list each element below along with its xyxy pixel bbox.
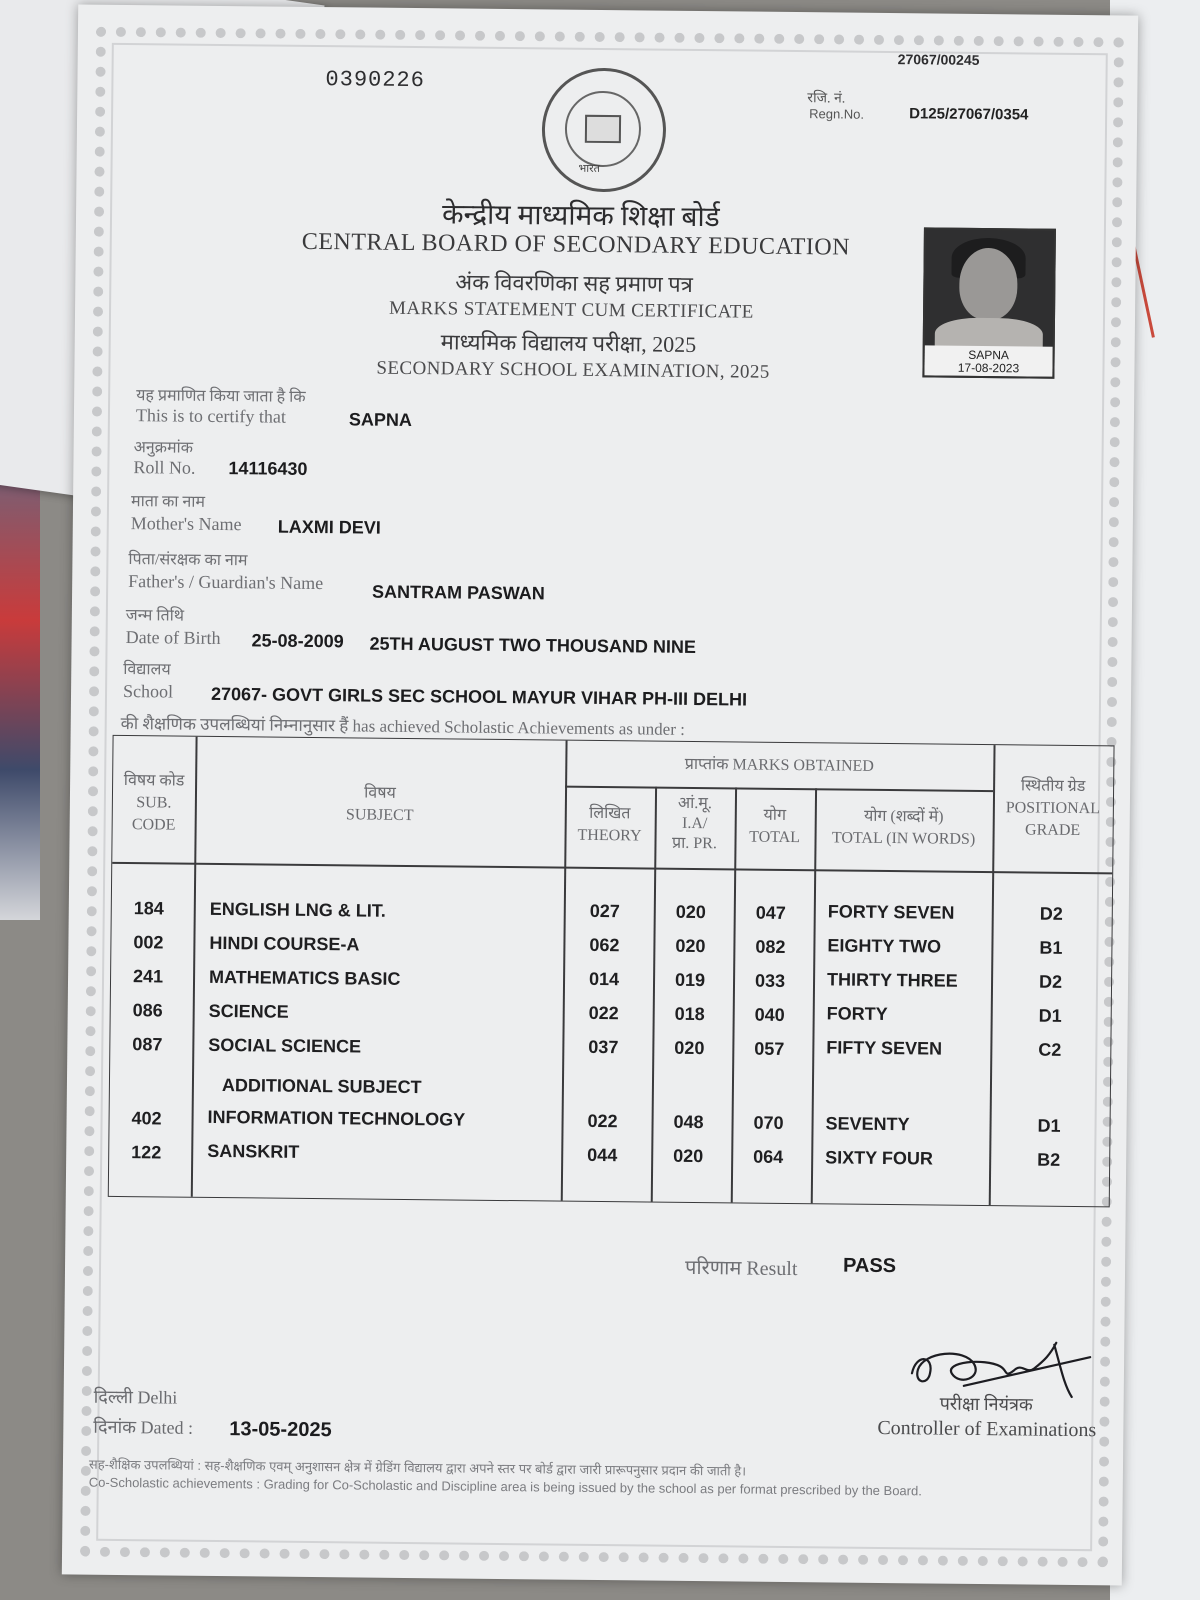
- theory-marks: 044: [587, 1144, 618, 1166]
- school-name: 27067- GOVT GIRLS SEC SCHOOL MAYUR VIHAR PH-III DELHI: [210, 683, 748, 710]
- dob-label: Date of Birth: [125, 627, 221, 649]
- roll-label-hindi: अनुक्रमांक: [133, 439, 194, 457]
- positional-grade: D2: [1039, 903, 1063, 924]
- positional-grade: D1: [1037, 1115, 1061, 1136]
- header-theory-hindi: लिखित: [589, 804, 631, 823]
- header-grade-hindi: स्थितीय ग्रेड: [1020, 777, 1086, 796]
- header-subject: [195, 781, 565, 829]
- certify-label: This is to certify that: [135, 405, 287, 427]
- regn-label-hindi: रजि. नं.: [807, 91, 846, 107]
- cbse-logo: [541, 67, 666, 192]
- theory-marks: 027: [589, 900, 620, 922]
- total-in-words: SEVENTY: [825, 1113, 910, 1135]
- header-code-en1: SUB.: [136, 794, 172, 812]
- subject-name: ENGLISH LNG & LIT.: [209, 898, 386, 921]
- subject-code: 241: [132, 966, 164, 987]
- header-grade-en2: GRADE: [1025, 821, 1081, 840]
- header-internal-en1: I.A/: [681, 814, 708, 833]
- marks-table: [108, 735, 1115, 1207]
- table-divider: [811, 788, 817, 1203]
- header-theory: [564, 803, 654, 848]
- exam-title-hindi: माध्यमिक विद्यालय परीक्षा, 2025: [440, 329, 697, 357]
- positional-grade: C2: [1038, 1039, 1062, 1060]
- positional-grade: D1: [1038, 1005, 1062, 1026]
- top-code: 27067/00245: [897, 51, 980, 68]
- header-total-words-hindi: योग (शब्दों में): [863, 807, 944, 826]
- dated-en: Dated :: [140, 1417, 194, 1438]
- positional-grade: D2: [1038, 971, 1063, 992]
- header-internal-en2: प्रा. PR.: [671, 834, 717, 853]
- subject-name: INFORMATION TECHNOLOGY: [207, 1106, 466, 1130]
- header-internal: [654, 794, 735, 855]
- achievements-intro: की शैक्षणिक उपलब्धियां निम्नानुसार हैं has achieved Scholastic Achievements as under :: [120, 713, 686, 739]
- background-object: [0, 420, 40, 920]
- school-label-hindi: विद्यालय: [123, 661, 171, 679]
- header-total-words-en: TOTAL (IN WORDS): [831, 829, 976, 848]
- date-of-birth-words: 25TH AUGUST TWO THOUSAND NINE: [369, 633, 697, 657]
- theory-marks: 062: [589, 934, 620, 956]
- marks-certificate: [62, 4, 1138, 1585]
- logo-text: भारत: [578, 162, 600, 175]
- header-total: [734, 804, 814, 849]
- internal-marks: 019: [674, 969, 706, 991]
- document-title: MARKS STATEMENT CUM CERTIFICATE: [388, 297, 754, 323]
- board-title-hindi: केन्द्रीय माध्यमिक शिक्षा बोर्ड: [441, 199, 720, 234]
- subject-name: MATHEMATICS BASIC: [208, 966, 401, 989]
- internal-marks: 048: [673, 1111, 704, 1133]
- theory-marks: 014: [588, 968, 620, 990]
- date-of-birth: 25-08-2009: [251, 630, 344, 652]
- header-code-en2: CODE: [131, 816, 176, 834]
- student-photo: [922, 227, 1056, 378]
- subject-name: SANSKRIT: [207, 1140, 300, 1162]
- photo-caption-name: SAPNA: [968, 347, 1010, 363]
- total-marks: 057: [754, 1038, 785, 1059]
- place-hindi: दिल्ली: [93, 1386, 133, 1408]
- theory-marks: 037: [588, 1036, 619, 1058]
- dated: [93, 1415, 193, 1440]
- header-internal-hindi: आं.मू.: [677, 794, 712, 813]
- result-value: PASS: [842, 1254, 897, 1278]
- exam-title: SECONDARY SCHOOL EXAMINATION, 2025: [376, 357, 770, 383]
- place: [94, 1385, 178, 1410]
- place-en: Delhi: [137, 1387, 178, 1408]
- book-icon: [585, 115, 621, 143]
- dated-hindi: दिनांक: [93, 1416, 137, 1438]
- serial-number: 0390226: [325, 67, 426, 94]
- regn-number: D125/27067/0354: [909, 105, 1029, 124]
- photo-face: [959, 248, 1018, 321]
- header-total-words: [814, 805, 992, 851]
- subject-code: 086: [132, 1000, 163, 1021]
- school-label: School: [122, 681, 174, 702]
- subject-code: 122: [131, 1142, 162, 1163]
- controller-title-hindi: परीक्षा नियंत्रक: [939, 1393, 1033, 1415]
- table-header-rule: [565, 786, 993, 792]
- theory-marks: 022: [587, 1110, 618, 1132]
- roll-label: Roll No.: [133, 457, 196, 478]
- subject-name: SOCIAL SCIENCE: [208, 1034, 362, 1057]
- mother-name: LAXMI DEVI: [277, 516, 381, 538]
- total-in-words: FIFTY SEVEN: [826, 1037, 943, 1059]
- internal-marks: 020: [675, 935, 706, 957]
- subject-name: HINDI COURSE-A: [209, 932, 360, 955]
- total-in-words: FORTY SEVEN: [827, 901, 955, 923]
- issue-date: 13-05-2025: [229, 1418, 332, 1442]
- header-code: [113, 770, 196, 837]
- co-scholastic-note-hindi: सह-शैक्षिक उपलब्धियां : सह-शैक्षणिक एवम् अनुशासन क्षेत्र में ग्रेडिंग विद्यालय द्वारा अपने स्तर पर बोर्ड द्वारा जारी प्रारूपनुसार प्रदान की जाती है।: [88, 1456, 747, 1479]
- header-marks-obtained: प्राप्तांक MARKS OBTAINED: [684, 755, 874, 775]
- header-subject-en: SUBJECT: [345, 806, 414, 825]
- total-marks: 047: [755, 902, 786, 923]
- certify-label-hindi: यह प्रमाणित किया जाता है कि: [136, 387, 306, 406]
- total-in-words: FORTY: [826, 1003, 888, 1025]
- header-subject-hindi: विषय: [364, 784, 396, 802]
- logo-inner-ring: [565, 91, 642, 168]
- header-grade-en1: POSITIONAL: [1005, 799, 1101, 818]
- board-title: CENTRAL BOARD OF SECONDARY EDUCATION: [301, 228, 851, 261]
- total-marks: 070: [753, 1112, 784, 1133]
- roll-number: 14116430: [228, 458, 308, 479]
- subject-code: 184: [133, 898, 164, 919]
- header-theory-en: THEORY: [577, 826, 642, 845]
- controller-title: Controller of Examinations: [877, 1416, 1097, 1442]
- photo-caption-date: 17-08-2023: [957, 360, 1020, 376]
- total-in-words: SIXTY FOUR: [825, 1147, 934, 1169]
- father-name: SANTRAM PASWAN: [372, 581, 545, 604]
- total-in-words: EIGHTY TWO: [827, 935, 942, 957]
- internal-marks: 020: [674, 1037, 705, 1059]
- positional-grade: B2: [1037, 1149, 1061, 1170]
- mother-label-hindi: माता का नाम: [130, 493, 206, 511]
- subject-code: 002: [133, 932, 164, 953]
- total-marks: 040: [754, 1004, 785, 1025]
- mother-label: Mother's Name: [130, 513, 242, 535]
- photo-caption: [924, 345, 1052, 376]
- header-grade: [993, 775, 1114, 842]
- header-total-hindi: योग: [763, 806, 787, 824]
- total-in-words: THIRTY THREE: [826, 969, 958, 991]
- co-scholastic-note: Co-Scholastic achievements : Grading for Co-Scholastic and Discipline area is being issued by the school as per format prescribed by the Board.: [88, 1474, 922, 1499]
- result-label: परिणाम Result: [684, 1256, 798, 1281]
- subject-code: 087: [132, 1034, 163, 1055]
- internal-marks: 018: [674, 1003, 705, 1025]
- father-label: Father's / Guardian's Name: [128, 571, 324, 594]
- student-name: SAPNA: [348, 409, 413, 431]
- theory-marks: 022: [588, 1002, 619, 1024]
- subject-name: SCIENCE: [208, 1000, 289, 1022]
- header-total-en: TOTAL: [749, 828, 801, 847]
- total-marks: 064: [753, 1146, 784, 1167]
- internal-marks: 020: [675, 901, 706, 923]
- dob-label-hindi: जन्म तिथि: [125, 607, 185, 625]
- total-marks: 082: [755, 936, 786, 957]
- document-title-hindi: अंक विवरणिका सह प्रमाण पत्र: [455, 269, 694, 297]
- subject-code: 402: [131, 1108, 162, 1129]
- additional-subject-label: ADDITIONAL SUBJECT: [221, 1075, 422, 1098]
- father-label-hindi: पिता/संरक्षक का नाम: [128, 551, 248, 570]
- regn-label: Regn.No.: [809, 106, 865, 122]
- total-marks: 033: [754, 970, 786, 991]
- header-code-hindi: विषय कोड: [123, 772, 185, 790]
- internal-marks: 020: [673, 1145, 704, 1167]
- positional-grade: B1: [1039, 937, 1063, 958]
- table-header-bottom: [112, 862, 1112, 874]
